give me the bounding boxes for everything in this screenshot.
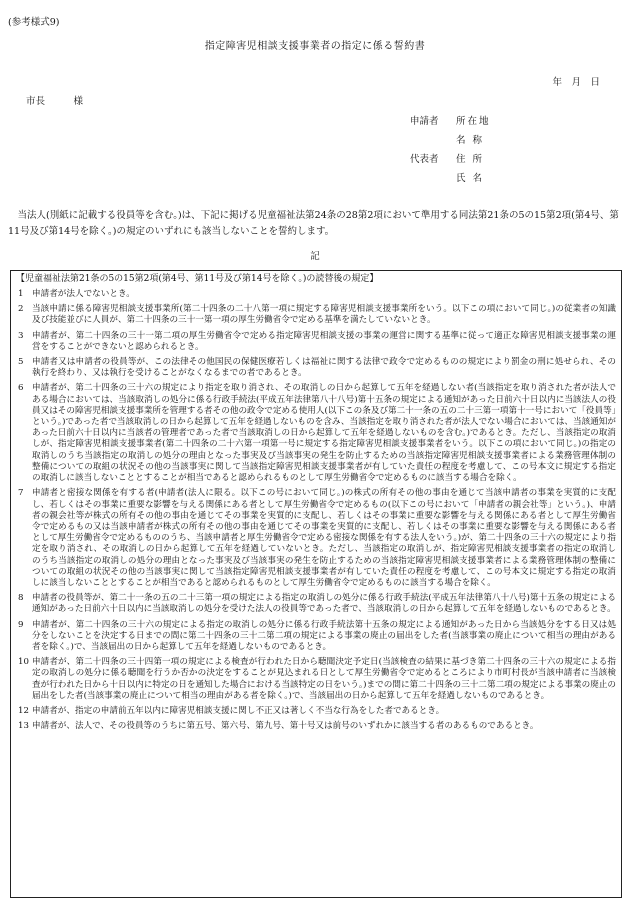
rules-heading: 【児童福祉法第21条の5の15第2項(第4号、第11号及び第14号を除く。)の読替後の規定】 — [16, 274, 379, 284]
representative-label: 代表者 — [410, 154, 439, 165]
ki-label: 記 — [310, 251, 320, 262]
item-number: 5 — [18, 357, 24, 368]
page-title: 指定障害児相談支援事業者の指定に係る誓約書 — [204, 41, 426, 52]
item-number: 7 — [18, 488, 24, 499]
item-text: 申請者が、法人で、その役員等のうちに第五号、第六号、第九号、第十号又は前号のいずれかに該当する者のあるものであるとき。 — [32, 721, 539, 732]
item-text: 申請者又は申請者の役員等が、この法律その他国民の保健医療若しくは福祉に関する法律で政令で定めるものの規定により罰金の刑に処せられ、その執行を終わり、又は執行を受けることがなくなるまでの者であるとき。 — [32, 357, 616, 379]
item-number: 2 — [18, 304, 24, 315]
list-item — [16, 357, 616, 379]
list-item — [16, 593, 616, 615]
applicant-block — [410, 112, 516, 188]
item-text: 申請者が、第二十四条の三十四第一項の規定による検査が行われた日から聴聞決定予定日(当該検査の結果に基づき第二十四条の三十六の規定による指定の取消しの処分に係る聴聞を行うか否かの決定をすることが見込まれる日として厚生労働省令で定めるところにより市町村長が当該申請者に当該検査が行われた日から十日以内に特定の日を通知した場合における当該特定の日をいう。)までの間に第二十四条の三十二第二項の規定による事業の廃止の届出をした者(当該事業の廃止について相当の理由がある者を除く。)で、当該届出の日から起算して五年を経過しないものであるとき。 — [32, 657, 616, 701]
name-label: 名 称 — [456, 135, 485, 146]
item-text: 申請者の役員等が、第二十一条の五の二十三第一項の規定による指定の取消しの処分に係る行政手続法(平成五年法律第八十八号)第十五条の規定による通知があった日前六十日以内に当該取消しの処分を受けた法人の役員等であった者で、当該取消しの日から起算して五年を経過しないものであるとき。 — [32, 593, 616, 615]
item-number: 3 — [18, 330, 24, 341]
location-label: 所在地 — [456, 116, 491, 127]
item-text: 当該申請に係る障害児相談支援事業所(第二十四条の二十八第一項に規定する障害児相談支援事業所をいう。以下この項において同じ。)の従業者の知識及び技能並びに人員が、第二十四条の三十一第一項の厚生労働省令で定める基準を満たしていないとき。 — [32, 304, 616, 326]
list-item — [16, 488, 616, 589]
rules-box — [10, 270, 622, 898]
list-item — [16, 289, 616, 300]
date-line: 年 月 日 — [552, 77, 600, 88]
list-item — [16, 721, 616, 732]
addressee: 市長 様 — [26, 96, 84, 107]
rules-list — [16, 289, 616, 732]
item-number: 6 — [18, 383, 24, 394]
item-text: 申請者が法人でないとき。 — [32, 289, 135, 300]
item-text: 申請者が、指定の申請前五年以内に障害児相談支援に関し不正又は著しく不当な行為をした者であるとき。 — [32, 705, 445, 716]
item-text: 申請者が、第二十四条の三十六の規定による指定の取消しの処分に係る行政手続法第十五条の規定による通知があった日から当該処分をする日又は処分をしないことを決定する日までの間に第二十四条の三十二第二項の規定による事業の廃止の届出をした者(当該事業の廃止について相当の理由がある者を除く。)で、当該届出の日から起算して五年を経過しないものであるとき。 — [32, 619, 616, 652]
applicant-location-row — [410, 112, 516, 131]
representative-address-row — [410, 150, 516, 169]
item-text: 申請者が、第二十四条の三十一第二項の厚生労働省令で定める指定障害児相談支援の事業の運営に関する基準に従って適正な障害児相談支援事業の運営をすることができないと認められるとき。 — [32, 330, 616, 352]
list-item — [16, 383, 616, 484]
applicant-label: 申請者 — [410, 116, 439, 127]
item-number: 10 — [18, 657, 29, 668]
list-item — [16, 620, 616, 654]
item-text: 申請者と密接な関係を有する者(申請者(法人に限る。以下この号において同じ。)の株式の所有その他の事由を通じて当該申請者の事業を実質的に支配し、若しくはその事業に重要な影響を与える関係にある者として厚生労働省令で定めるもの(以下この号において「申請者の親会社等」という。)、申請者の親会社等が株式の所有その他の事由を通じてその事業を実質的に支配し、若しくはその事業に重要な影響を与える関係にある者として厚生労働省令で定めるもの又は当該申請者が株式の所有その他の事由を通じてその事業を実質的に支配し、若しくはその事業に重要な影響を与える関係にある者として厚生労働省令で定めるもののうち、当該申請者と厚生労働省令で定める密接な関係を有する法人をいう。)が、第二十四条の三十六の規定により指定を取り消され、その取消しの日から起算して五年を経過していないとき。ただし、当該指定の取消しが、指定障害児相談支援事業者の指定の取消しのうち当該指定の取消しの処分の理由となった事実及び当該事実の発生を防止するための当該指定障害児相談支援事業者による業務管理体制の整備についての取組の状況その他の当該事実に関して当該指定障害児相談支援事業者が有していた責任の程度を考慮して、この号本文に規定する指定の取消しに該当しないこととすることが相当であると認められるものとして厚生労働省令で定めるものに該当する場合を除く。 — [32, 488, 616, 588]
item-text: 申請者が、第二十四条の三十六の規定により指定を取り消され、その取消しの日から起算して五年を経過しない者(当該指定を取り消された者が法人である場合においては、当該取消しの処分に係る行政手続法(平成五年法律第八十八号)第十五条の規定による通知があった日前六十日以内に当該法人の役員又はその障害児相談支援事業所を管理する者その他の政令で定める使用人(以下この条及び第二十一条の五の二十三第一項第十一号において「役員等」という。)であった者で当該取消しの日から起算して五年を経過しないものを含み、当該指定を取り消された者が法人でない場合においては、当該通知があった日前六十日以内に当該者の管理者であった者で当該取消しの日から起算して五年を経過しないものを含む。)であるとき。ただし、当該指定の取消しが、指定障害児相談支援事業者(第二十四条の二十六第一項第一号に規定する指定障害児相談支援事業者をいう。以下この項において同じ。)の指定の取消しのうち当該指定の取消しの処分の理由となった事実及び当該事実の発生を防止するための当該指定障害児相談支援事業者による業務管理体制の整備についての取組の状況その他の当該事実に関して当該指定障害児相談支援事業者が有していた責任の程度を考慮して、この号本文に規定する指定の取消しに該当しないこととすることが相当であると認められるものとして厚生労働省令で定めるものに該当する場合を除く。 — [32, 383, 616, 484]
list-item — [16, 706, 616, 717]
applicant-name-row — [410, 131, 516, 150]
item-number: 12 — [18, 705, 29, 716]
list-item — [16, 331, 616, 353]
item-number: 1 — [18, 289, 24, 300]
list-item — [16, 657, 616, 702]
oath-statement: 当法人(別紙に記載する役員等を含む。)は、下記に掲げる児童福祉法第24条の28第2項において準用する同法第21条の5の15第2項(第4号、第11号及び第14号を除く。)の規定のいずれにも該当しないことを誓約します。 — [8, 210, 619, 237]
address-label: 住 所 — [456, 154, 485, 165]
rep-name-label: 氏 名 — [456, 173, 485, 184]
representative-name-row — [410, 169, 516, 188]
item-number: 8 — [18, 593, 24, 604]
item-number: 9 — [18, 619, 24, 630]
form-number: (参考様式9) — [8, 17, 60, 28]
item-number: 13 — [18, 721, 29, 732]
list-item — [16, 304, 616, 326]
